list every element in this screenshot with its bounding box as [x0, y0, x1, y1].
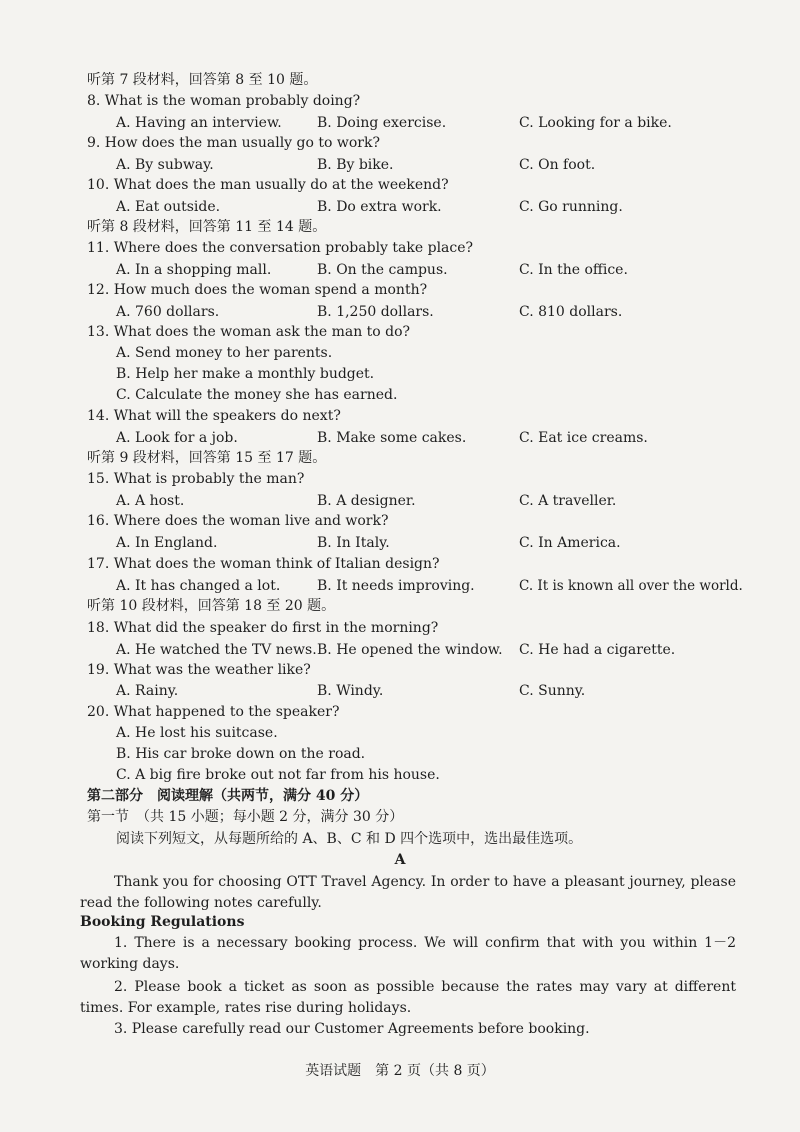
- option-c: C. 810 dollars.: [519, 304, 623, 320]
- option-a: A. Look for a job.: [116, 430, 238, 446]
- option-c: C. Calculate the money she has earned.: [116, 387, 398, 403]
- booking-rule: 3. Please carefully read our Customer Agreements before booking.: [114, 1021, 590, 1037]
- question-options: [0, 155, 800, 175]
- option-a: A. Rainy.: [116, 683, 179, 699]
- option-b: B. Windy.: [317, 683, 384, 699]
- option-b: B. On the campus.: [317, 262, 448, 278]
- passage-intro: Thank you for choosing OTT Travel Agency. In order to have a pleasant journey, please read the following notes carefully.: [80, 874, 736, 911]
- instruction: 阅读下列短文，从每题所给的 A、B、C 和 D 四个选项中，选出最佳选项。: [116, 831, 583, 847]
- option-b: B. Doing exercise.: [317, 115, 447, 131]
- question-stem: 9. How does the man usually go to work?: [87, 135, 380, 151]
- question-options: [0, 491, 800, 511]
- option-b: B. In Italy.: [317, 535, 390, 551]
- question-stem: 19. What was the weather like?: [87, 662, 311, 678]
- question-stem: 17. What does the woman think of Italian design?: [87, 556, 440, 572]
- option-c: C. It is known all over the world.: [519, 578, 743, 594]
- question-option: [0, 765, 800, 785]
- option-c: C. Looking for a bike.: [519, 115, 672, 131]
- question-option: [0, 385, 800, 405]
- option-a: A. In a shopping mall.: [116, 262, 272, 278]
- question-stem: 11. Where does the conversation probably take place?: [87, 240, 474, 256]
- part-title: 第二部分 阅读理解（共两节，满分 40 分）: [87, 788, 369, 804]
- option-a: A. Having an interview.: [116, 115, 282, 131]
- option-b: B. Make some cakes.: [317, 430, 467, 446]
- question-option: [0, 364, 800, 384]
- option-b: B. Do extra work.: [317, 199, 442, 215]
- question-options: [0, 576, 800, 596]
- question-stem: 12. How much does the woman spend a month?: [87, 282, 428, 298]
- option-b: B. It needs improving.: [317, 578, 475, 594]
- question-stem: 13. What does the woman ask the man to do?: [87, 324, 411, 340]
- question-option: [0, 744, 800, 764]
- question-stem: 15. What is probably the man?: [87, 471, 305, 487]
- question-options: [0, 640, 800, 660]
- option-a: A. Send money to her parents.: [116, 345, 333, 361]
- option-a: A. He lost his suitcase.: [116, 725, 278, 741]
- option-c: C. He had a cigarette.: [519, 642, 676, 658]
- option-a: A. By subway.: [116, 157, 214, 173]
- option-a: A. He watched the TV news.: [116, 642, 317, 658]
- question-options: [0, 197, 800, 217]
- booking-rule: 1. There is a necessary booking process. We will confirm that with you within 1－2 working days.: [80, 935, 736, 972]
- option-a: A. A host.: [116, 493, 185, 509]
- option-b: B. A designer.: [317, 493, 416, 509]
- question-stem: 20. What happened to the speaker?: [87, 704, 340, 720]
- option-c: C. Sunny.: [519, 683, 586, 699]
- option-c: C. Eat ice creams.: [519, 430, 648, 446]
- option-a: A. In England.: [116, 535, 218, 551]
- question-option: [0, 343, 800, 363]
- page-footer: 英语试题 第 2 页（共 8 页）: [305, 1063, 495, 1079]
- question-stem: 16. Where does the woman live and work?: [87, 513, 389, 529]
- option-a: A. It has changed a lot.: [116, 578, 281, 594]
- option-c: C. A traveller.: [519, 493, 617, 509]
- question-options: [0, 533, 800, 553]
- question-option: [0, 723, 800, 743]
- question-options: [0, 260, 800, 280]
- option-c: C. On foot.: [519, 157, 596, 173]
- option-c: C. Go running.: [519, 199, 623, 215]
- section-header: 听第 7 段材料，回答第 8 至 10 题。: [87, 72, 318, 88]
- booking-rule: 2. Please book a ticket as soon as possible because the rates may vary at different times. For example, rates rise during holidays.: [80, 979, 736, 1016]
- question-options: [0, 302, 800, 322]
- section-header: 听第 10 段材料，回答第 18 至 20 题。: [87, 598, 336, 614]
- option-c: C. A big fire broke out not far from his house.: [116, 767, 440, 783]
- question-stem: 18. What did the speaker do first in the morning?: [87, 620, 439, 636]
- question-options: [0, 428, 800, 448]
- passage-heading: Booking Regulations: [80, 914, 245, 930]
- option-b: B. His car broke down on the road.: [116, 746, 366, 762]
- question-options: [0, 681, 800, 701]
- section-title: 第一节 （共 15 小题；每小题 2 分，满分 30 分）: [87, 809, 404, 825]
- option-b: B. 1,250 dollars.: [317, 304, 434, 320]
- option-c: C. In America.: [519, 535, 621, 551]
- question-stem: 10. What does the man usually do at the weekend?: [87, 177, 449, 193]
- option-b: B. Help her make a monthly budget.: [116, 366, 375, 382]
- option-b: B. He opened the window.: [317, 642, 503, 658]
- section-header: 听第 8 段材料，回答第 11 至 14 题。: [87, 219, 327, 235]
- question-stem: 8. What is the woman probably doing?: [87, 93, 361, 109]
- option-b: B. By bike.: [317, 157, 394, 173]
- option-c: C. In the office.: [519, 262, 628, 278]
- option-a: A. 760 dollars.: [116, 304, 220, 320]
- section-header: 听第 9 段材料，回答第 15 至 17 题。: [87, 450, 327, 466]
- option-a: A. Eat outside.: [116, 199, 221, 215]
- question-options: [0, 113, 800, 133]
- passage-label: A: [394, 852, 406, 868]
- question-stem: 14. What will the speakers do next?: [87, 408, 341, 424]
